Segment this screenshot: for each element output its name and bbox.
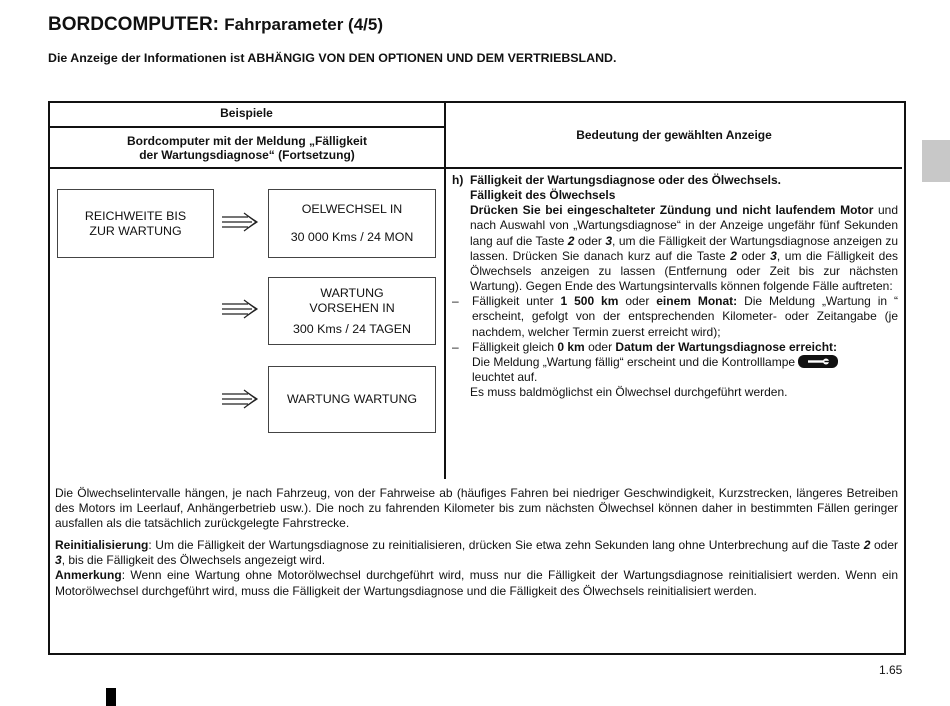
section-heading: Fälligkeit der Wartungsdiagnose oder des Ölwechsels. xyxy=(470,173,781,187)
display-service-due-box: WARTUNG VORSEHEN IN 300 Kms / 24 TAGEN xyxy=(268,277,436,345)
section-subheading: Fälligkeit des Ölwechsels xyxy=(470,188,616,203)
closing-note: Es muss baldmöglichst ein Ölwechsel durchgeführt werden. xyxy=(470,385,788,400)
instruction-paragraph: Drücken Sie bei eingeschalteter Zündung und nicht laufendem Motor und nach Auswahl von „Wartungsdiagnose“ in der Anzeige ungefähr fünf Sekunden lang auf die Taste 2 oder 3, um die Fälligkeit der Wartungsdiagnose anzeigen zu lassen. Drücken Sie danach kurz auf die Taste 2 oder 3, um die Fälligkeit des Ölwechsels anzeigen zu lassen (Entfernung oder Zeit bis zur nächsten Wartung). Gegen Ende des Wartungsintervalls können folgende Fälle auftreten: xyxy=(470,203,899,294)
column-subheader: Bordcomputer mit der Meldung „Fälligkeit der Wartungsdiagnose“ (Fortsetzung) xyxy=(126,134,368,162)
list-item: – Fälligkeit gleich 0 km oder Datum der Wartungsdiagnose erreicht: Die Meldung „Wartung fällig“ erscheint und die Kontrolllampe leuchtet auf. xyxy=(452,339,838,385)
section-label: h) xyxy=(452,173,464,187)
bottom-notes xyxy=(55,486,898,599)
page-title xyxy=(48,14,383,36)
triple-arrow-right-icon xyxy=(220,388,260,410)
title-main: BORDCOMPUTER: xyxy=(48,14,219,35)
oil-interval-paragraph: Die Ölwechselintervalle hängen, je nach Fahrzeug, von der Fahrweise ab (häufiges Fahren bei niedriger Geschwindigkeit, Kurzstrecken, längeres Betreiben des Motors im Leerlauf, Anhängerbetrieb usw.). Die noch zu fahrenden Kilometer bis zum nächsten Ölwechsel können daher in bestimmten Fällen geringer ausfallen als die tatsächlich zurückgelegte Fahrstrecke. xyxy=(55,486,898,531)
page-subtitle: Die Anzeige der Informationen ist ABHÄNGIG VON DEN OPTIONEN UND DEM VERTRIEBSLAND. xyxy=(48,51,617,65)
table-column-divider xyxy=(444,103,446,479)
wrench-warning-icon xyxy=(798,355,838,368)
triple-arrow-right-icon xyxy=(220,211,260,233)
column-header-examples: Beispiele xyxy=(220,106,273,120)
display-service-service-box: WARTUNG WARTUNG xyxy=(268,366,436,433)
table-header-divider xyxy=(50,126,444,128)
title-sub: Fahrparameter (4/5) xyxy=(224,15,384,34)
note-paragraph: Anmerkung: Wenn eine Wartung ohne Motorölwechsel durchgeführt wird, muss nur die Fälligkeit der Wartungsdiagnose reinitialisiert werden. Wenn ein Motorölwechsel durchgeführt wird, muss die Fälligkeit der Wartungsdiagnose und die Fälligkeit des Ölwechsels reinitialisiert werden. xyxy=(55,568,898,598)
source-display-box: REICHWEITE BIS ZUR WARTUNG xyxy=(57,189,214,258)
table-header-bottom-divider xyxy=(50,167,902,169)
list-item: – Fälligkeit unter 1 500 km oder einem Monat: Die Meldung „Wartung in “ erscheint, gefolgt von der entsprechenden Kilometer- oder Zeitangabe (je nachdem, welcher Termin zuerst erreicht wird); xyxy=(452,294,899,339)
column-header-meaning: Bedeutung der gewählten Anzeige xyxy=(576,128,772,142)
corner-mark xyxy=(106,688,116,706)
triple-arrow-right-icon xyxy=(220,298,260,320)
page-number: 1.65 xyxy=(879,663,903,677)
section-h-text xyxy=(452,173,898,400)
display-oil-change-box: OELWECHSEL IN 30 000 Kms / 24 MON xyxy=(268,189,436,258)
reinit-paragraph: Reinitialisierung: Um die Fälligkeit der Wartungsdiagnose zu reinitialisieren, drücken Sie etwa zehn Sekunden lang ohne Unterbrechung auf die Taste 2 oder 3, bis die Fälligkeit des Ölwechsels angezeigt wird. xyxy=(55,538,898,568)
chapter-tab xyxy=(922,140,950,182)
